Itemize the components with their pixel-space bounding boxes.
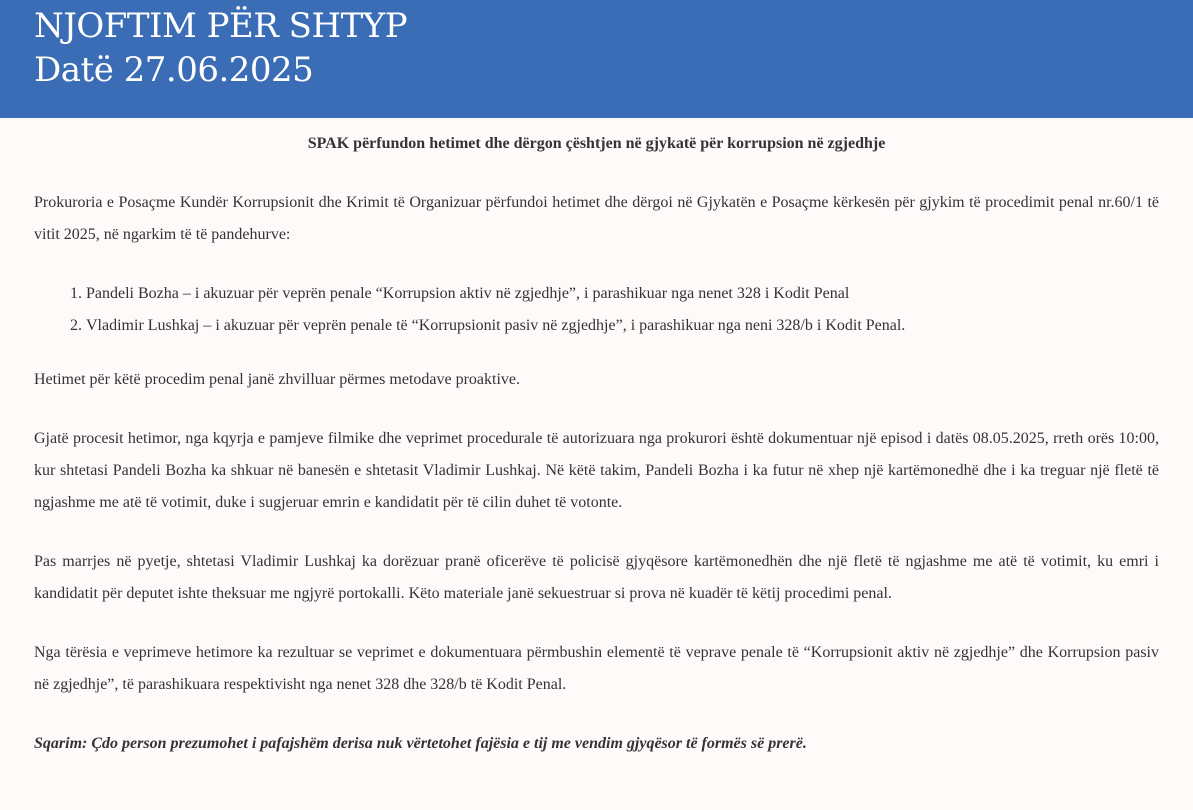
list-item: 2. Vladimir Lushkaj – i akuzuar për veprën penale të “Korrupsionit pasiv në zgjedhje”, i parashikuar nga neni 328/b i Kodit Penal.	[86, 310, 1159, 342]
paragraph-methods: Hetimet për këtë procedim penal janë zhvilluar përmes metodave proaktive.	[34, 371, 521, 388]
press-release-date: Datë 27.06.2025	[34, 50, 314, 90]
list-item: 1. Pandeli Bozha – i akuzuar për veprën penale “Korrupsion aktiv në zgjedhje”, i parashikuar nga nenet 328 i Kodit Penal	[86, 278, 1159, 310]
press-release-header	[0, 0, 1193, 118]
article-headline: SPAK përfundon hetimet dhe dërgon çështjen në gjykatë për korrupsion në zgjedhje	[307, 135, 886, 152]
paragraph-intro: Prokuroria e Posaçme Kundër Korrupsionit dhe Krimit të Organizuar përfundoi hetimet dhe dërgoi në Gjykatën e Posaçme kërkesën për gjykim të procedimit penal nr.60/1 të vitit 2025, në ngarkim të të pandehurve:	[34, 194, 1159, 243]
press-release-title: NJOFTIM PËR SHTYP	[34, 6, 408, 46]
paragraph-evidence: Pas marrjes në pyetje, shtetasi Vladimir Lushkaj ka dorëzuar pranë oficerëve të policisë gjyqësore kartëmonedhën dhe një fletë të ngjashme me atë të votimit, ku emri i kandidatit për deputet ishte theksuar me ngjyrë portokalli. Këto materiale janë sekuestruar si prova në kuadër të këtij procedimi penal.	[34, 553, 1159, 602]
paragraph-investigation: Gjatë procesit hetimor, nga kqyrja e pamjeve filmike dhe veprimet procedurale të autorizuara nga prokurori është dokumentuar një episod i datës 08.05.2025, rreth orës 10:00, kur shtetasi Pandeli Bozha ka shkuar në banesën e shtetasit Vladimir Lushkaj. Në këtë takim, Pandeli Bozha i ka futur në xhep një kartëmonedhë dhe i ka treguar një fletë të ngjashme me atë të votimit, duke i sugjeruar emrin e kandidatit për të cilin duhet të votonte.	[34, 430, 1159, 511]
defendants-list	[34, 278, 1159, 342]
article-body	[0, 128, 1193, 760]
presumption-note: Sqarim: Çdo person prezumohet i pafajshëm derisa nuk vërtetohet fajësia e tij me vendim gjyqësor të formës së prerë.	[34, 735, 807, 752]
paragraph-conclusion: Nga tërësia e veprimeve hetimore ka rezultuar se veprimet e dokumentuara përmbushin elementë të veprave penale të “Korrupsionit aktiv në zgjedhje” dhe Korrupsion pasiv në zgjedhje”, të parashikuara respektivisht nga nenet 328 dhe 328/b të Kodit Penal.	[34, 644, 1159, 693]
